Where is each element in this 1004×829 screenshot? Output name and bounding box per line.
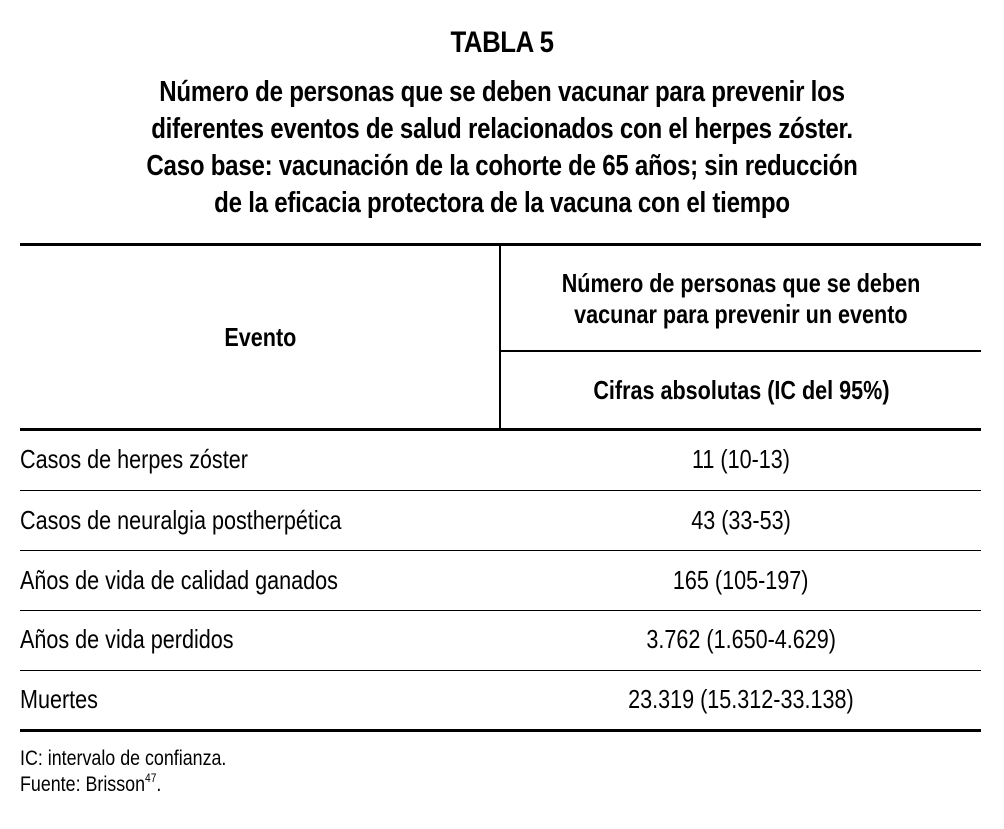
table-row-event — [20, 444, 295, 475]
table-row-event — [20, 684, 114, 715]
header-number-line: vacunar para prevenir un evento — [574, 299, 908, 329]
table-label: TABLA 5 — [450, 26, 554, 59]
header-sub-rule — [500, 350, 981, 352]
table-row-value — [501, 444, 981, 475]
title-line: de la eficacia protectora de la vacuna con el tiempo — [214, 187, 790, 219]
footnote-source-text — [20, 773, 161, 797]
value-label: 23.319 (15.312-33.138) — [628, 684, 854, 714]
header-event — [20, 322, 500, 353]
header-number-line: Número de personas que se deben — [561, 268, 921, 298]
event-label: Casos de neuralgia postherpética — [20, 505, 342, 535]
table-row-event — [20, 505, 407, 536]
row-divider — [20, 550, 981, 551]
value-label: 43 (33-53) — [691, 505, 791, 535]
title-line: diferentes eventos de salud relacionados con el herpes zóster. — [151, 113, 853, 145]
table-title — [40, 74, 964, 222]
row-divider — [20, 670, 981, 671]
event-label: Casos de herpes zóster — [20, 444, 248, 474]
event-label: Años de vida perdidos — [20, 624, 234, 654]
value-label: 3.762 (1.650-4.629) — [646, 624, 836, 654]
table-row-value — [501, 565, 981, 596]
title-line: Caso base: vacunación de la cohorte de 65 años; sin reducción — [146, 150, 858, 182]
source-label: Fuente: Brisson — [20, 773, 146, 796]
row-divider — [20, 610, 981, 611]
source-reference: 47 — [145, 771, 157, 785]
table-row-value — [501, 684, 981, 715]
footnote-ic — [20, 747, 263, 771]
header-absolute-figures-label: Cifras absolutas (IC del 95%) — [592, 375, 890, 405]
value-label: 11 (10-13) — [692, 444, 790, 474]
title-line: Número de personas que se deben vacunar para prevenir los — [159, 76, 845, 108]
header-number — [501, 268, 981, 330]
table-row-event — [20, 624, 277, 655]
table-row-value — [501, 624, 981, 655]
bottom-rule — [20, 729, 981, 732]
footnote-ic-text: IC: intervalo de confianza. — [20, 747, 227, 770]
row-divider — [20, 490, 981, 491]
value-label: 165 (105-197) — [673, 565, 809, 595]
header-event-label: Evento — [224, 322, 296, 352]
table-row-value — [501, 505, 981, 536]
event-label: Años de vida de calidad ganados — [20, 565, 338, 595]
header-absolute-figures — [501, 375, 981, 406]
table-row-event — [20, 565, 403, 596]
event-label: Muertes — [20, 684, 98, 714]
footnote-source — [20, 773, 186, 797]
source-end: . — [156, 773, 162, 796]
